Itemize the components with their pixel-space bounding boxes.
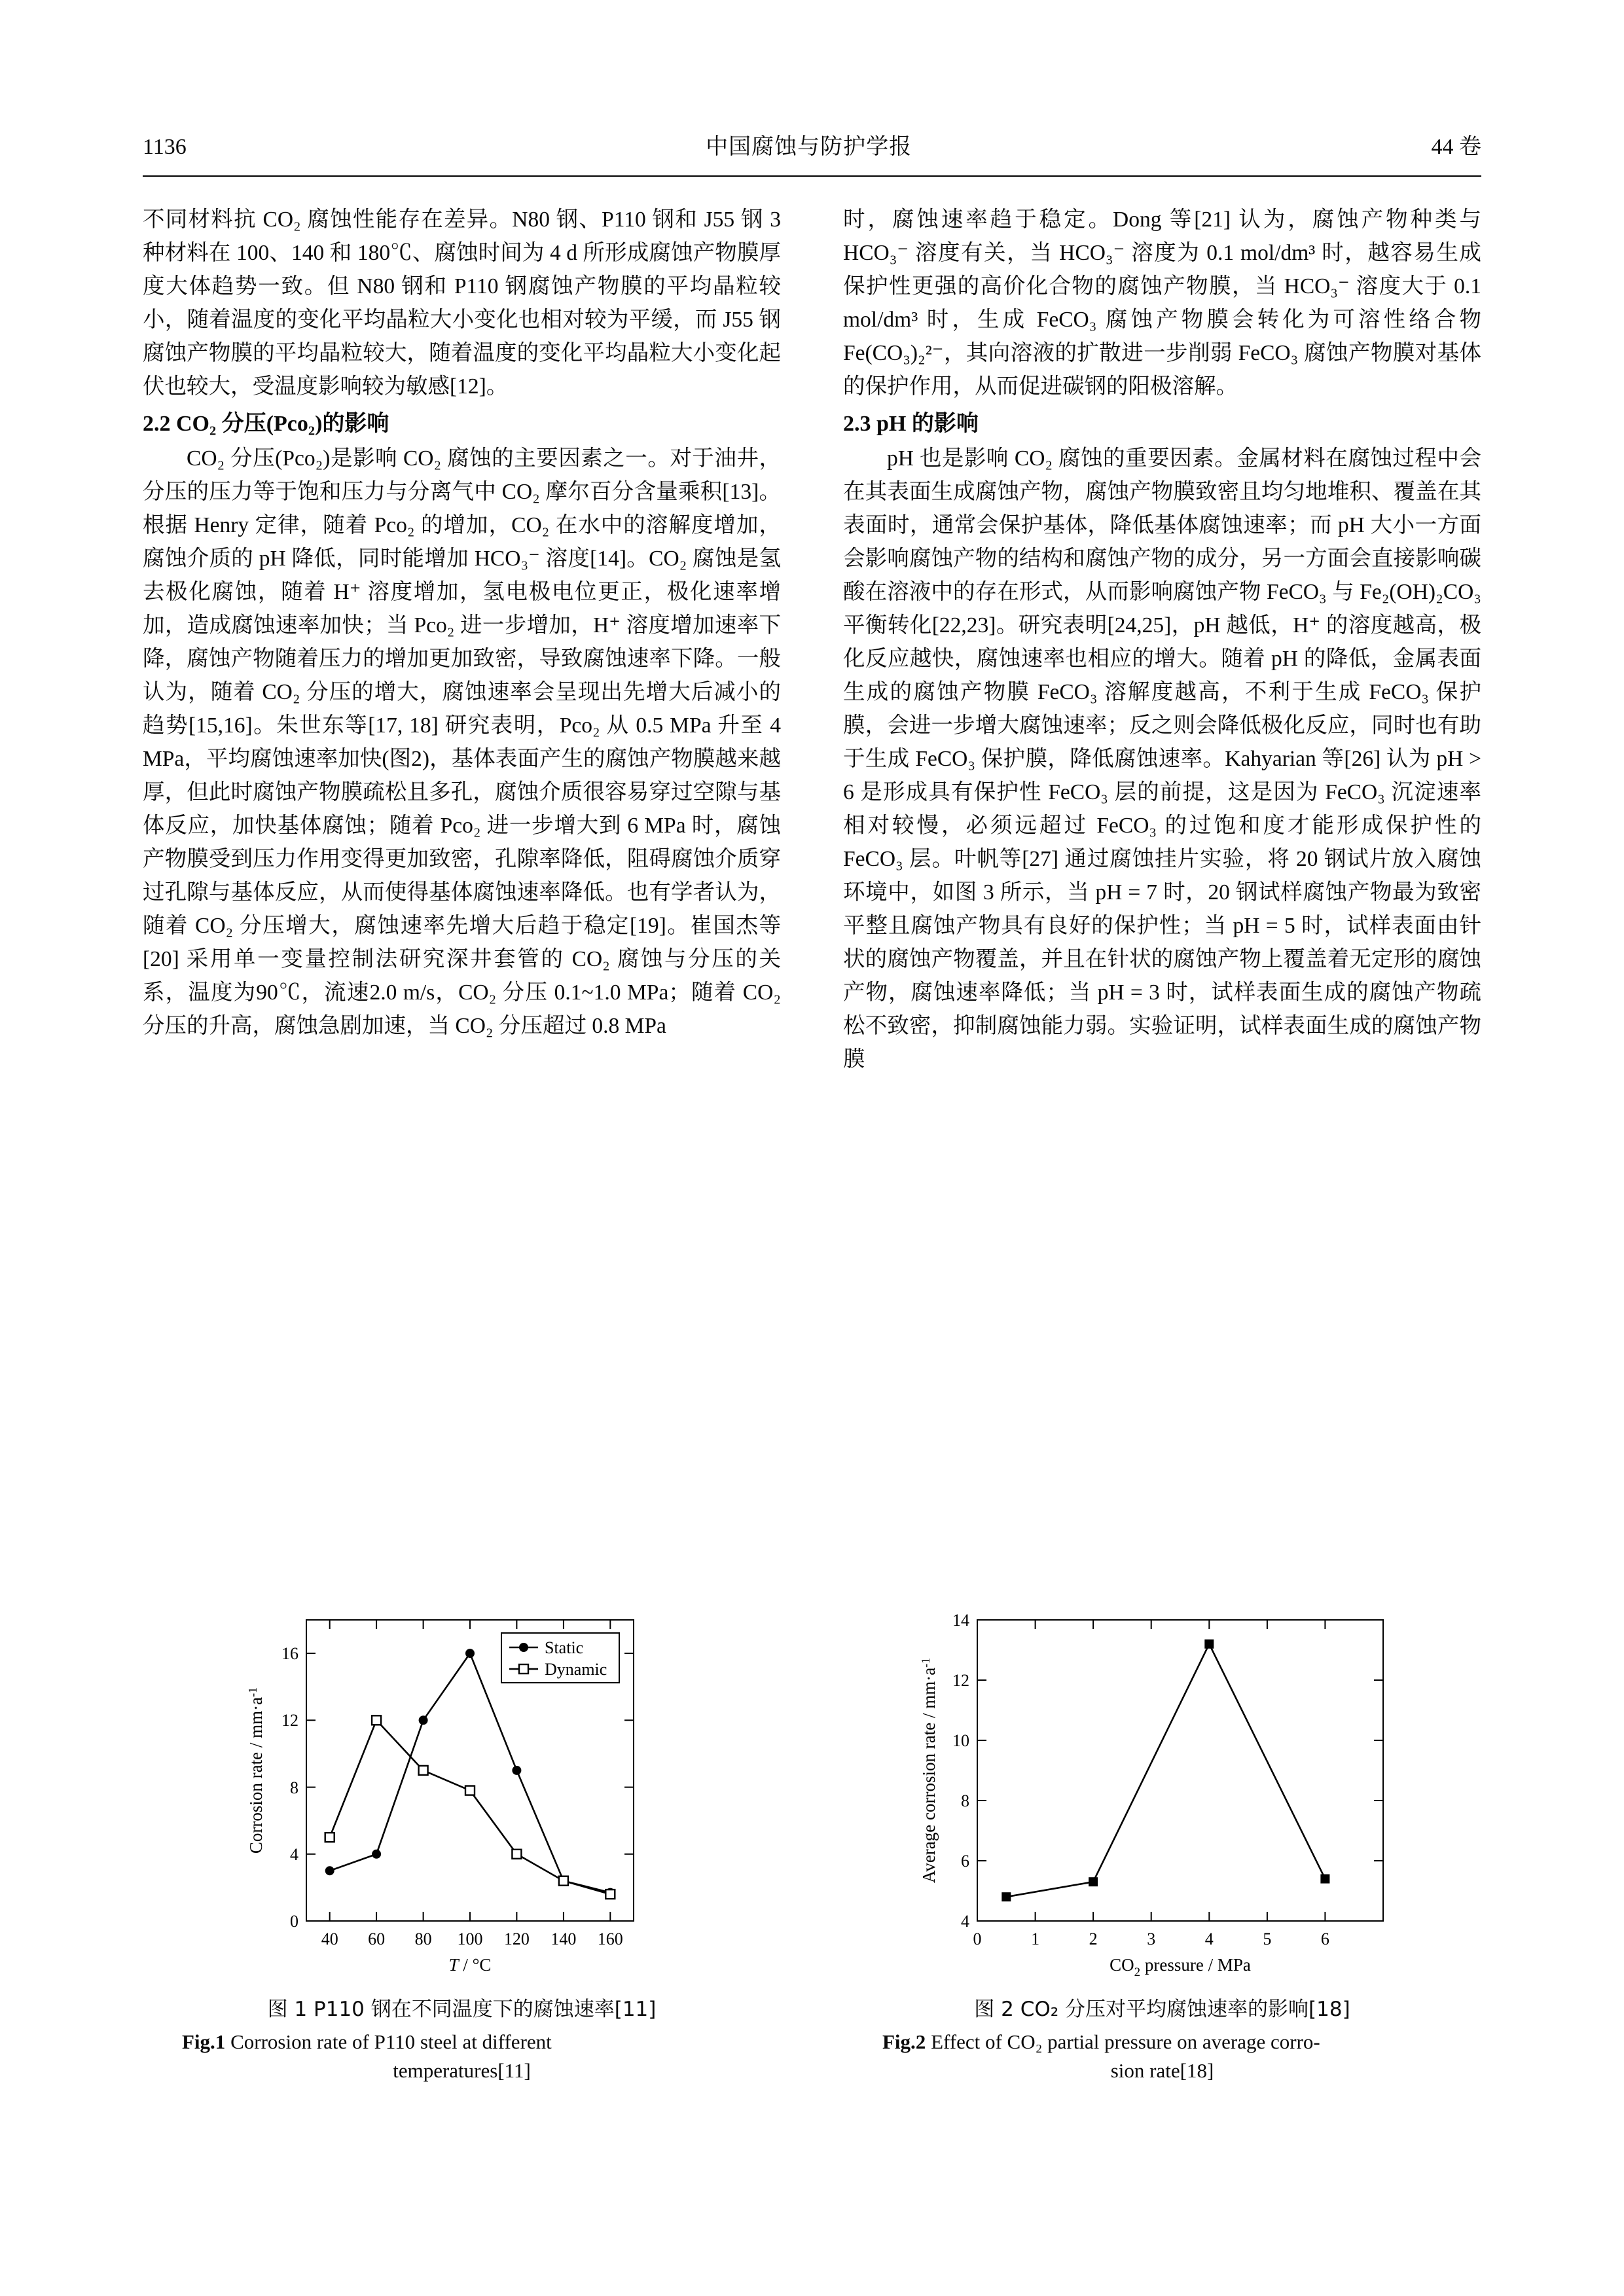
svg-text:Static: Static <box>545 1638 584 1657</box>
svg-text:10: 10 <box>952 1731 969 1750</box>
running-head <box>143 128 1481 168</box>
svg-text:Corrosion rate / mm·a-1: Corrosion rate / $mm\cdot a^{-1}$ <box>246 1687 266 1854</box>
svg-text:5: 5 <box>1263 1929 1272 1948</box>
chart-1-svg <box>143 1607 781 1983</box>
svg-text:140: 140 <box>550 1929 577 1948</box>
svg-text:120: 120 <box>503 1929 530 1948</box>
figure-1 <box>143 1607 781 2085</box>
figure-2-caption-en-line2: sion rate[18] <box>1110 2059 1214 2082</box>
figure-2-caption-cn: 图 2 CO₂ 分压对平均腐蚀速率的影响[18] <box>974 1998 1350 2021</box>
right-column <box>843 203 1481 1076</box>
svg-text:100: 100 <box>457 1929 483 1948</box>
paragraph-left-1: 不同材料抗 CO₂ 腐蚀性能存在差异。N80 钢、P110 钢和 J55 钢 3 种材料在 100、140 和 180℃、腐蚀时间为 4 d 所形成腐蚀产物膜厚度大体趋势一致。但 N80 钢和 P110 钢腐蚀产物膜的平均晶粒较小，随着温度的变化平均晶粒大小变化也相对较为平缓，而 J55 钢腐蚀产物膜的平均晶粒较大，随着温度的变化平均晶粒大小变化起伏也较大，受温度影响较为敏感[12]。 <box>143 207 781 399</box>
figure-2 <box>843 1607 1481 2085</box>
svg-text:0: 0 <box>290 1912 298 1931</box>
svg-text:40: 40 <box>321 1929 338 1948</box>
figure-1-caption <box>143 1995 781 2085</box>
figure-1-caption-en <box>143 2028 781 2085</box>
svg-text:Dynamic: Dynamic <box>545 1660 607 1679</box>
journal-title: 中国腐蚀与防护学报 <box>706 134 912 160</box>
figure-2-plot <box>843 1607 1481 1983</box>
svg-text:3: 3 <box>1147 1929 1156 1948</box>
svg-text:16: 16 <box>281 1644 298 1663</box>
svg-text:4: 4 <box>961 1912 969 1931</box>
figure-2-caption <box>843 1995 1481 2085</box>
svg-text:2: 2 <box>1089 1929 1098 1948</box>
section-heading-2-3: 2.3 pH 的影响 <box>843 412 979 436</box>
header-rule <box>143 175 1481 177</box>
svg-text:12: 12 <box>952 1671 969 1690</box>
svg-text:Average corrosion rate / mm·a-: Average corrosion rate / $mm\cdot a^{-1}$ <box>919 1657 939 1884</box>
svg-text:6: 6 <box>1320 1929 1329 1948</box>
svg-text:T / °C: T / °C <box>448 1955 492 1975</box>
figure-1-label: Fig.1 <box>182 2030 226 2053</box>
svg-text:14: 14 <box>952 1611 969 1630</box>
svg-text:1: 1 <box>1031 1929 1040 1948</box>
svg-text:4: 4 <box>290 1845 298 1864</box>
page-number-left: 1136 <box>143 135 187 159</box>
svg-text:4: 4 <box>1204 1929 1214 1948</box>
svg-text:0: 0 <box>973 1929 982 1948</box>
figure-1-caption-cn: 图 1 P110 钢在不同温度下的腐蚀速率[11] <box>267 1998 657 2021</box>
figure-2-caption-en-text: Effect of CO₂ partial pressure on average corro- <box>931 2030 1320 2053</box>
svg-text:8: 8 <box>961 1791 969 1810</box>
svg-text:60: 60 <box>368 1929 386 1948</box>
svg-text:80: 80 <box>414 1929 432 1948</box>
svg-text:12: 12 <box>281 1711 298 1730</box>
figure-1-caption-en-line2: temperatures[11] <box>393 2059 531 2082</box>
figure-2-label: Fig.2 <box>882 2030 926 2053</box>
figure-1-caption-en-text: Corrosion rate of P110 steel at different <box>230 2030 552 2053</box>
svg-text:6: 6 <box>961 1852 969 1871</box>
svg-text:160: 160 <box>597 1929 623 1948</box>
svg-text:CO2 pressure / MPa: $CO_2$ pressure / MPa <box>1110 1955 1251 1979</box>
paragraph-right-2: pH 也是影响 CO₂ 腐蚀的重要因素。金属材料在腐蚀过程中会在其表面生成腐蚀产物，腐蚀产物膜致密且均匀地堆积、覆盖在其表面时，通常会保护基体，降低基体腐蚀速率；而 pH 大小一方面会影响腐蚀产物的结构和腐蚀产物的成分，另一方面会直接影响碳酸在溶液中的存在形式，从而影响腐蚀产物 FeCO₃ 与 Fe₂(OH)₂CO₃ 平衡转化[22,23]。研究表明[24,25]，pH 越低，H⁺ 的溶度越高，极化反应越快，腐蚀速率也相应的增大。随着 pH 的降低，金属表面生成的腐蚀产物膜 FeCO₃ 溶解度越高，不利于生成 FeCO₃ 保护膜，会进一步增大腐蚀速率；反之则会降低极化反应，同时也有助于生成 FeCO₃ 保护膜，降低腐蚀速率。Kahyarian 等[26] 认为 pH > 6 是形成具有保护性 FeCO₃ 层的前提，这是因为 FeCO₃ 沉淀速率相对较慢，必须远超过 FeCO₃ 的过饱和度才能形成保护性的 FeCO₃ 层。叶帆等[27] 通过腐蚀挂片实验，将 20 钢试片放入腐蚀环境中，如图 3 所示，当 pH = 7 时，20 钢试样腐蚀产物最为致密平整且腐蚀产物具有良好的保护性；当 pH = 5 时，试样表面由针状的腐蚀产物覆盖，并且在针状的腐蚀产物上覆盖着无定形的腐蚀产物，腐蚀速率降低；当 pH = 3 时，试样表面生成的腐蚀产物疏松不致密，抑制腐蚀能力弱。实验证明，试样表面生成的腐蚀产物膜 <box>843 446 1481 1071</box>
paragraph-right-1: 时，腐蚀速率趋于稳定。Dong 等[21] 认为，腐蚀产物种类与 HCO₃⁻ 溶度有关，当 HCO₃⁻ 溶度为 0.1 mol/dm³ 时，越容易生成保护性更强的高价化合物的腐蚀产物膜，当 HCO₃⁻ 溶度大于 0.1 mol/dm³ 时，生成 FeCO₃ 腐蚀产物膜会转化为可溶性络合物 Fe(CO₃)₂²⁻，其向溶液的扩散进一步削弱 FeCO₃ 腐蚀产物膜对基体的保护作用，从而促进碳钢的阳极溶解。 <box>843 207 1481 399</box>
volume-label: 44 卷 <box>1431 135 1481 159</box>
chart-2-svg <box>843 1607 1481 1983</box>
svg-text:8: 8 <box>290 1778 298 1797</box>
paragraph-left-2: CO₂ 分压(Pco₂)是影响 CO₂ 腐蚀的主要因素之一。对于油井，分压的压力等于饱和压力与分离气中 CO₂ 摩尔百分含量乘积[13]。根据 Henry 定律，随着 Pco₂ 的增加，CO₂ 在水中的溶解度增加，腐蚀介质的 pH 降低，同时能增加 HCO₃⁻ 溶度[14]。CO₂ 腐蚀是氢去极化腐蚀，随着 H⁺ 溶度增加，氢电极电位更正，极化速率增加，造成腐蚀速率加快；当 Pco₂ 进一步增加，H⁺ 溶度增加速率下降，腐蚀产物随着压力的增加更加致密，导致腐蚀速率下降。一般认为，随着 CO₂ 分压的增大，腐蚀速率会呈现出先增大后减小的趋势[15,16]。朱世东等[17, 18] 研究表明，Pco₂ 从 0.5 MPa 升至 4 MPa，平均腐蚀速率加快(图2)，基体表面产生的腐蚀产物膜越来越厚，但此时腐蚀产物膜疏松且多孔，腐蚀介质很容易穿过空隙与基体反应，加快基体腐蚀；随着 Pco₂ 进一步增大到 6 MPa 时，腐蚀产物膜受到压力作用变得更加致密，孔隙率降低，阻碍腐蚀介质穿过孔隙与基体反应，从而使得基体腐蚀速率降低。也有学者认为，随着 CO₂ 分压增大，腐蚀速率先增大后趋于稳定[19]。崔国杰等[20] 采用单一变量控制法研究深井套管的 CO₂ 腐蚀与分压的关系，温度为90℃，流速2.0 m/s，CO₂ 分压 0.1~1.0 MPa；随着 CO₂ 分压的升高，腐蚀急剧加速，当 CO₂ 分压超过 0.8 MPa <box>143 446 781 1038</box>
figure-2-caption-en <box>843 2028 1481 2085</box>
left-column <box>143 203 781 1043</box>
figure-1-plot <box>143 1607 781 1983</box>
section-heading-2-2: 2.2 CO₂ 分压(Pco₂)的影响 <box>143 412 389 436</box>
